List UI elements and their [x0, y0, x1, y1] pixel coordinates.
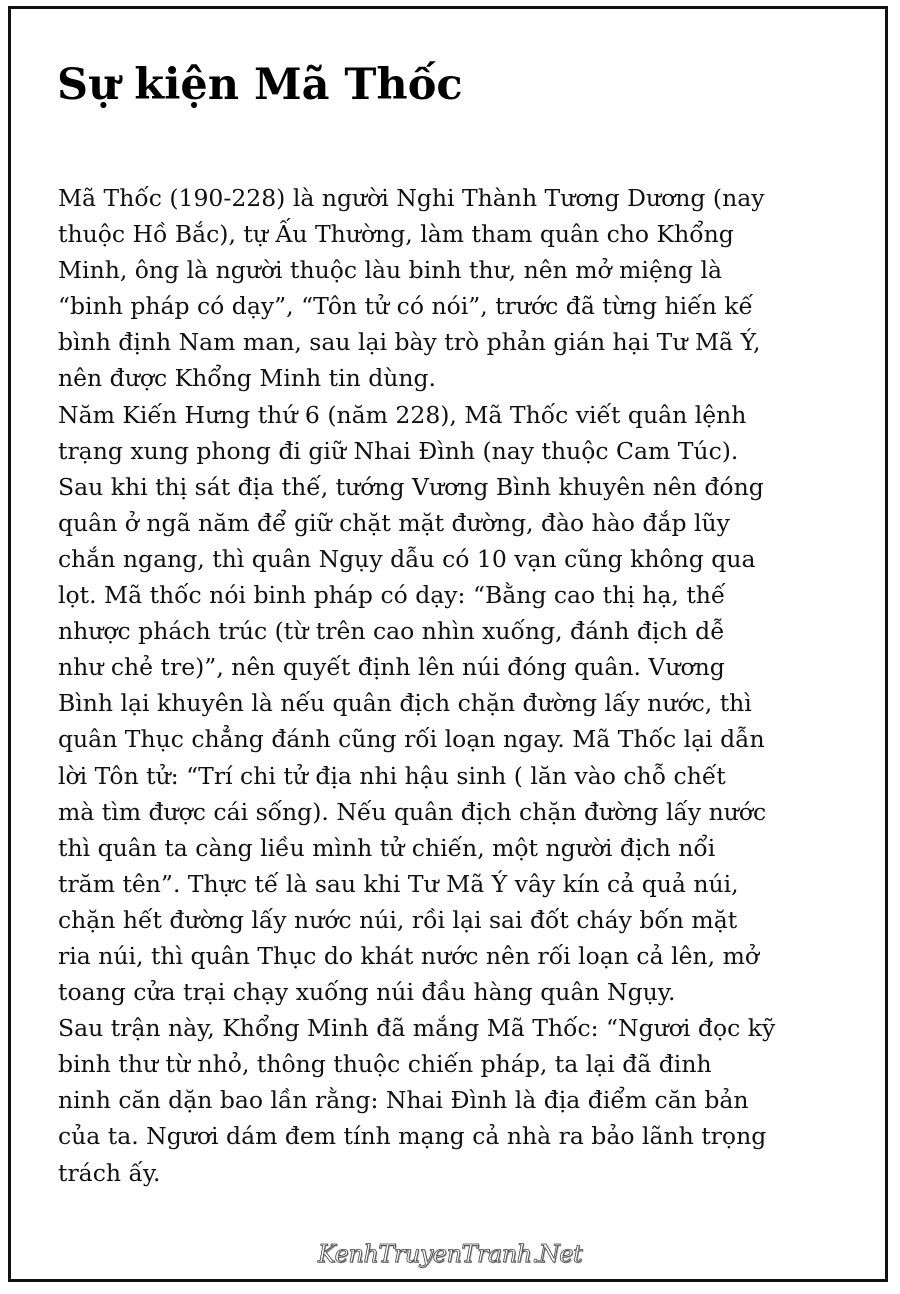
- text-line: Sau trận này, Khổng Minh đã mắng Mã Thốc: “Ngươi đọc kỹ: [58, 1014, 776, 1043]
- text-line: binh thư từ nhỏ, thông thuộc chiến pháp, ta lại đã đinh: [58, 1050, 712, 1079]
- text-line: Minh, ông là người thuộc làu binh thư, nên mở miệng là: [58, 256, 723, 285]
- text-line: quân ở ngã năm để giữ chặt mặt đường, đào hào đắp lũy: [58, 508, 730, 537]
- site-watermark: KenhTruyenTranh.Net: [317, 1240, 583, 1268]
- text-line: chặn hết đường lấy nước núi, rồi lại sai đốt cháy bốn mặt: [58, 905, 738, 934]
- text-line: mà tìm được cái sống). Nếu quân địch chặn đường lấy nước: [58, 797, 767, 826]
- text-line: trách ấy.: [58, 1158, 161, 1187]
- text-line: lời Tôn tử: “Trí chi tử địa nhi hậu sinh ( lăn vào chỗ chết: [58, 761, 726, 790]
- text-line: thuộc Hồ Bắc), tự Ấu Thường, làm tham quân cho Khổng: [58, 220, 734, 249]
- text-line: Năm Kiến Hưng thứ 6 (năm 228), Mã Thốc viết quân lệnh: [58, 400, 747, 429]
- text-line: lọt. Mã thốc nói binh pháp có dạy: “Bằng cao thị hạ, thế: [58, 581, 726, 610]
- text-line: thì quân ta càng liều mình tử chiến, một người địch nổi: [58, 833, 716, 862]
- article-body: [58, 180, 858, 1191]
- text-line: quân Thục chẳng đánh cũng rối loạn ngay. Mã Thốc lại dẫn: [58, 725, 765, 754]
- text-line: nên được Khổng Minh tin dùng.: [58, 364, 437, 393]
- text-line: nhược phách trúc (từ trên cao nhìn xuống, đánh địch dễ: [58, 617, 725, 646]
- text-line: bình định Nam man, sau lại bày trò phản gián hại Tư Mã Ý,: [58, 328, 761, 357]
- page-title: Sự kiện Mã Thốc: [57, 60, 463, 110]
- text-line: Bình lại khuyên là nếu quân địch chặn đường lấy nước, thì: [58, 689, 752, 718]
- text-line: trăm tên”. Thực tế là sau khi Tư Mã Ý vây kín cả quả núi,: [58, 869, 739, 898]
- text-line: chắn ngang, thì quân Ngụy dẫu có 10 vạn cũng không qua: [58, 544, 756, 573]
- text-line: Mã Thốc (190-228) là người Nghi Thành Tương Dương (nay: [58, 184, 765, 212]
- text-line: của ta. Ngươi dám đem tính mạng cả nhà ra bảo lãnh trọng: [58, 1122, 767, 1151]
- text-line: toang cửa trại chạy xuống núi đầu hàng quân Ngụy.: [58, 978, 676, 1007]
- text-line: ria núi, thì quân Thục do khát nước nên rối loạn cả lên, mở: [58, 941, 759, 970]
- text-line: như chẻ tre)”, nên quyết định lên núi đóng quân. Vương: [58, 653, 725, 682]
- text-line: Sau khi thị sát địa thế, tướng Vương Bình khuyên nên đóng: [58, 472, 764, 501]
- text-line: “binh pháp có dạy”, “Tôn tử có nói”, trước đã từng hiến kế: [58, 292, 753, 321]
- text-line: trạng xung phong đi giữ Nhai Đình (nay thuộc Cam Túc).: [58, 436, 739, 465]
- text-line: ninh căn dặn bao lần rằng: Nhai Đình là địa điểm căn bản: [58, 1086, 749, 1115]
